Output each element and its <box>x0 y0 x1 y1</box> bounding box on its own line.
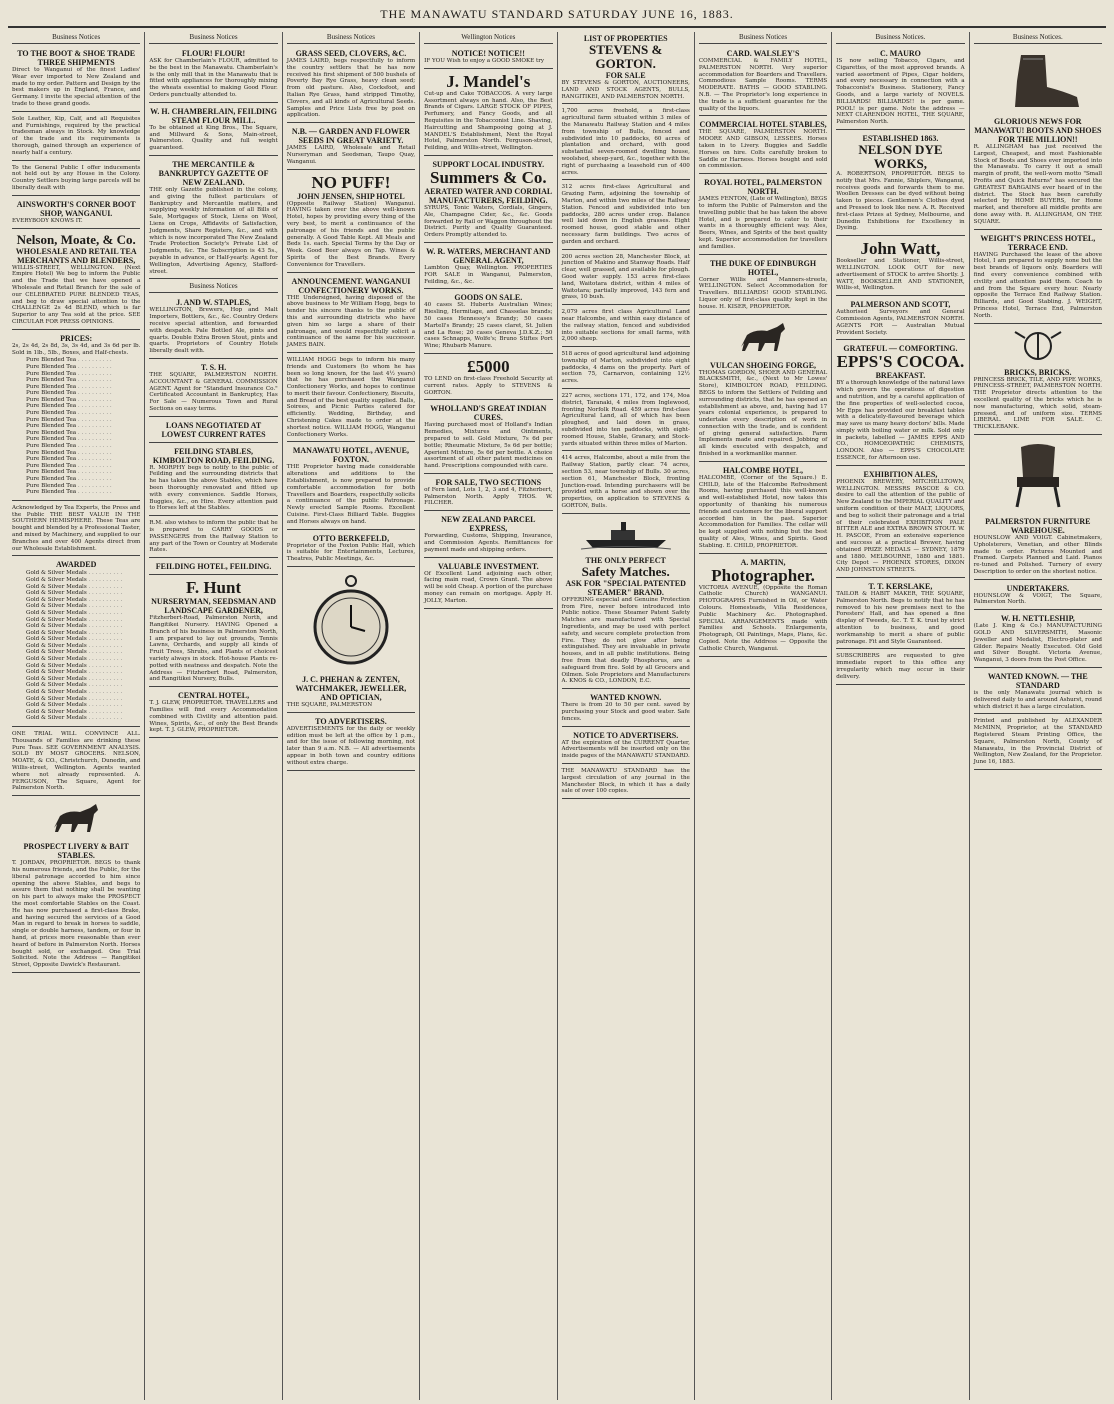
list-item: Pure Blended Tea . . . <box>26 417 140 424</box>
ad-body: 518 acres of good agricultural land adjoining township of Marton, subdivided into eight paddocks, 4 dams on the property. Part of section 75, Carnarvon, containing 12½ acres. <box>561 351 690 385</box>
list-item: Gold & Silver Medals . . . <box>26 663 140 670</box>
price-list <box>26 357 140 495</box>
column-2 <box>145 32 282 1400</box>
list-item: Gold & Silver Medals . . . <box>26 689 140 696</box>
advertisement <box>699 118 827 174</box>
advertisement <box>836 468 964 578</box>
ad-body: WILLIAM HOGG begs to inform his many friends and Customers (to whom he has been so long known, for the last 4½ years) that he has purchased the Wanganui Confectionery Works, and hopes to continue to merit their favour. Confectionery, Biscuits, and Bread of the best quality supplied. Balls, Soirees, and Picnic Parties catered for efficiently. Wedding, Birthday, and Christening Cakes made to order at the shortest notice. WILLIAM HOGG, Wanganui Confectionery Works. <box>286 356 416 438</box>
advertisement <box>424 513 552 557</box>
ad-title: FEILDING STABLES, KIMBOLTON ROAD, FEILDING. <box>152 446 275 465</box>
watch-illustration <box>287 573 415 673</box>
price-list <box>26 570 140 722</box>
advertisement <box>974 326 1102 435</box>
list-item: Gold & Silver Medals . . . <box>26 584 140 591</box>
ad-body: Forwarding, Customs, Shipping, Insurance, and Commission Agents. Remittances for payment made and shipping orders. <box>424 533 553 553</box>
list-item: Gold & Silver Medals . . . <box>26 603 140 610</box>
advertisement <box>12 198 140 229</box>
list-item: Pure Blended Tea . . . <box>26 463 140 470</box>
advertisement <box>562 182 690 249</box>
advertisement <box>287 569 415 713</box>
ad-body: There is from 20 to 50 per cent. saved by purchasing your Stock and good water. Safe fences. <box>561 702 690 722</box>
list-item: Pure Blended Tea . . . <box>26 469 140 476</box>
ad-body: of Fern land, Lots 1, 2, 3 and 4, Fitzherbert, Palmerston North. Apply THOS. W. FILCHER. <box>424 486 553 507</box>
ad-headline: STEVENS & GORTON. <box>589 42 663 71</box>
section-header: Business Notices <box>149 281 277 293</box>
column-1 <box>8 32 145 1400</box>
ad-body: ADVERTISEMENTS for the daily or weekly edition must be left at the office by 1 p.m., and for the issue of following morning, not later than 9 a.m. N.B. — All advertisements appear in both town and country editions without extra charge. <box>286 725 416 766</box>
column-7 <box>832 32 969 1400</box>
ad-headline: NO PUFF! <box>311 172 391 192</box>
horse-illustration <box>699 321 827 359</box>
ad-body: To be obtained at King Bros., The Square, and Millward & Sons, Main-street, Palmerston. Quality and full weight guaranteed. <box>149 124 278 152</box>
advertisement <box>562 349 690 389</box>
ad-title: C. MAURO <box>879 49 921 58</box>
advertisement <box>699 317 827 462</box>
advertisement <box>562 252 690 306</box>
boot-illustration <box>974 51 1102 115</box>
ad-body: THE SQUARE, PALMERSTON <box>286 702 373 709</box>
advertisement <box>12 114 140 161</box>
ad-subtitle: AERATED WATER AND CORDIAL MANUFACTURERS, FEILDING. <box>424 186 553 205</box>
advertisement <box>287 172 415 273</box>
ad-title: A. MARTIN, <box>740 557 786 567</box>
ad-headline: John Watt, <box>860 239 941 259</box>
column-header: Business Notices. <box>836 32 964 44</box>
horse-illustration <box>12 802 140 840</box>
ad-body: Printed and published by ALEXANDER McMINN, Proprietor, at the STANDARD Registered Steam Printing Office, the Square, Palmerston North, County of Manawatu, in the Provincial District of Wellington, New Zealand, for the Proprietor. June 16, 1883. <box>973 718 1102 766</box>
ad-title: COMMERCIAL HOTEL STABLES, <box>699 120 827 130</box>
ad-body: ASK for Chamberlain's FLOUR, admitted to be the best in the Manawatu. Chamberlain's is the only mill that in the Manawatu that is fitted with appliances for thoroughly mixing the wheats essential to making Good Flour. Orders punctually attended to. <box>149 58 278 98</box>
ad-body: THE MANAWATU STANDARD has the largest circulation of any journal in the Manchester Block, in which it has a daily sale of over 100 copies. <box>561 767 690 795</box>
advertisement <box>149 296 277 359</box>
advertisement <box>562 391 690 451</box>
ad-headline: Photographer. <box>711 565 815 585</box>
advertisement <box>974 232 1102 324</box>
advertisement <box>836 580 964 649</box>
list-item: Gold & Silver Medals . . . <box>26 702 140 709</box>
masthead: THE MANAWATU STANDARD SATURDAY JUNE 16, 1883. <box>8 4 1106 28</box>
list-item: Gold & Silver Medals . . . <box>26 630 140 637</box>
list-item: Gold & Silver Medals . . . <box>26 715 140 722</box>
list-item: Gold & Silver Medals . . . <box>26 656 140 663</box>
crest-illustration <box>974 330 1102 366</box>
ad-body: Fitzherbert-Road, Palmerston North, and Rangitikei Nursery. HAVING Opened a Branch of his business in Palmerston North, I am prepared to lay out grounds, Tennis Lawns, Orchards, and supply all kinds of Fruit Trees, Shrubs, and Plants of choicest variety always in stock. Hot-house Plants re-potted with neatness and despatch. Note the Address — Fitzherbert Road, Palmerston, and Rangitikei Nursery, Bulls. <box>149 615 278 683</box>
advertisement <box>836 342 964 466</box>
advertisement <box>149 419 277 443</box>
ad-body: R.M. also wishes to inform the public that he is prepared to CARRY GOODS or PASSENGERS from the Railway Station to any part of the Town or Country at Moderate Rates. <box>149 520 278 554</box>
ad-body: 2s, 2s 4d, 2s 8d, 3s, 3s 4d, and 3s 6d per lb. Sold in 1lb., 5lb., Boxes, and Half-chests. <box>12 342 141 356</box>
ad-title: PROSPECT LIVERY & BAIT STABLES. <box>23 842 129 861</box>
advertisement <box>149 158 277 279</box>
ad-headline: EPPS'S COCOA. <box>836 352 965 372</box>
advertisement <box>836 238 964 296</box>
advertisement <box>12 503 140 557</box>
column-3 <box>283 32 420 1400</box>
ad-body: JAMES LAIRD, begs respectfully to inform the country settlers that he has now received his first shipment of 500 bushels of Poverty Bay Rye Grass, heavy clean seed; from old pasture. Also, Cocksfoot, and Italian Rye Grass, hand stripped Timothy, Clovers, and all kinds of Agricultural Seeds. Samples and Price Lists free by post on application. <box>286 58 416 119</box>
ship-illustration <box>562 520 690 554</box>
ad-title: VULCAN SHOEING FORGE, <box>710 360 817 370</box>
list-item: Gold & Silver Medals . . . <box>26 590 140 597</box>
ad-title: T. S. H. <box>200 362 227 372</box>
ad-title: WHOLLAND'S GREAT INDIAN CURES. <box>430 404 547 423</box>
list-item: Pure Blended Tea . . . <box>26 489 140 496</box>
advertisement <box>424 560 552 609</box>
ad-title: NOTICE! NOTICE!! <box>451 49 525 58</box>
advertisement <box>12 332 140 501</box>
ad-subtitle: FOR SALE <box>605 71 646 80</box>
ad-title: LIST OF PROPERTIES <box>583 34 668 43</box>
ad-body: JAMES FENTON, (Late of Wellington), BEGS to inform the Public of Palmerston and the travelling public that he has taken the above Hotel, and is prepared to cater to their wants in a thoroughly efficient way. Ales, Beers, Wines, and Spirits of the best quality kept. Superior accommodation for travellers and families. <box>698 196 828 250</box>
advertisement <box>287 275 415 353</box>
ad-title: THE DUKE OF EDINBURGH HOTEL, <box>709 258 817 277</box>
column-8 <box>970 32 1106 1400</box>
advertisement <box>424 291 552 354</box>
ad-title: THE ONLY PERFECT <box>585 555 666 565</box>
advertisement <box>149 689 277 738</box>
ad-body: Authorised Surveyors and General Commission Agents, PALMERSTON NORTH. AGENTS FOR — Australian Mutual Provident Society. <box>836 309 965 336</box>
ad-body: PHOENIX BREWERY, MITCHELLTOWN, WELLINGTON. MESSRS PASCOE & CO. desire to call the attention of the public of New Zealand to the IMPERIAL QUALITY and uniform condition of their MALT, LIQUORS, and beg to solicit their patronage and a trial of their celebrated EXHIBITION PALE BITTER ALE and EXTRA BROWN STOUT. W. H. PASCOE, From an extensive experience and success at a practical Brewer, having obtained PRIZE MEDALS — SYDNEY, 1879 and 1880. MELBOURNE, 1880 and 1881. City Depot — PHOENIX STORES, DIXON AND JOHNSTON STREETS. <box>836 478 965 574</box>
ad-body: IF YOU Wish to enjoy a GOOD SMOKE try <box>424 58 545 64</box>
ad-body: HALCOMBE, (Corner of the Square.) E. CHILD, late of the Halcombe Refreshment Rooms, having purchased this well-known and well-established Hotel, now takes this opportunity of thanking his numerous friends and customers for the liberal support accorded him in the past. Superior Accommodation for Families. The cellar will be kept supplied with nothing but the best quality of Ales, Wines, and Spirits. Good Stabling. E. CHILD, PROPRIETOR. <box>698 474 828 549</box>
ad-body: AT the expiration of the CURRENT Quarter, Advertisements will be inserted only on the inside pages of the MANAWATU STANDARD. <box>561 739 690 760</box>
list-item: Gold & Silver Medals . . . <box>26 709 140 716</box>
advertisement <box>287 47 415 123</box>
ad-title: NOTICE TO ADVERTISERS. <box>573 730 679 740</box>
list-item: Gold & Silver Medals . . . <box>26 570 140 577</box>
ad-headline: Nelson, Moate, & Co. <box>16 231 136 247</box>
ad-title: GRATEFUL — COMFORTING. <box>843 344 958 354</box>
advertisement <box>836 298 964 340</box>
columns <box>8 32 1106 1400</box>
list-item: Pure Blended Tea . . . <box>26 450 140 457</box>
ad-title: SUPPORT LOCAL INDUSTRY. <box>432 159 545 169</box>
ad-body: PRINCESS BRICK, TILE, AND PIPE WORKS, PRINCESS-STREET, PALMERSTON NORTH. THE Proprietor directs attention to the excellent quality of the bricks which he is now manufacturing, which solid, steam-pressed, and of uniform size. TERMS LIBERAL. LIME FOR SALE. C. TRICKLEBANK. <box>973 376 1102 431</box>
ad-body: Of Excellent Land adjoining each other, facing main road, Crown Grant. The above will be sold Cheap. A portion of the purchase money can remain on mortgage. Apply H. JOLLY, Marton. <box>424 570 553 604</box>
column-6 <box>695 32 832 1400</box>
ad-body: HAVING Purchased the lease of the above Hotel, I am prepared to supply none but the best brands of liquors only. Boarders will find every convenience combined with civility and attention paid them. Coach to and from the Square every hour. Nearly opposite the Terrace End Railway Station. Billiards, and Good Stabling. J. WEIGHT, Princess Hotel, Terrace End, Palmerston North. <box>973 251 1102 319</box>
advertisement <box>836 47 964 130</box>
ad-body: JAMES LAIRD, Wholesale and Retail Nurseryman and Seedsman, Taupo Quay, Wanganui. <box>286 145 416 165</box>
advertisement <box>287 125 415 169</box>
list-item: Pure Blended Tea . . . <box>26 456 140 463</box>
advertisement <box>424 476 552 511</box>
ad-title: GLORIOUS NEWS FOR MANAWATU! BOOTS AND SHOES FOR THE MILLION!! <box>974 117 1102 144</box>
ad-body: HOUNSLOW & VOIGT, The Square, Palmerston North. <box>973 592 1102 606</box>
column-header: Business Notices <box>699 32 827 44</box>
list-item: Gold & Silver Medals . . . <box>26 649 140 656</box>
ad-title: T. T. KERSLAKE, <box>868 582 933 592</box>
ad-body: 2,079 acres first class Agricultural Land near Halcombe, and within easy distance of the railway station, fenced and subdivided into suitable sections for small farms, with 2,000 sheep. <box>561 309 690 343</box>
ad-title: ANNOUNCEMENT. WANGANUI CONFECTIONERY WORKS. <box>291 276 411 295</box>
ad-body: IS now selling Tobacco, Cigars, and Cigarettes, of the most approved brands. A varied assortment of Pipes, Cigar holders, and every necessary in connection with a Tobacconist's Business. Stationery, Fancy Goods, and a large variety of NOVELS. BILLIARDS! BILLIARDS!! is per game. POOL! is per game. Note the address — NEXT CLARENDON HOTEL, THE SQUARE, Palmerston North. <box>836 58 965 126</box>
advertisement <box>699 47 827 116</box>
ad-title: FOR SALE, TWO SECTIONS <box>435 477 542 487</box>
ad-title: J. AND W. STAPLES, <box>176 298 252 308</box>
list-item: Pure Blended Tea . . . <box>26 410 140 417</box>
ad-body: Bookseller and Stationer, Willis-street, WELLINGTON. LOOK OUT for new advertisement of STOCK to arrive Shortly. J. WATT, BOOKSELLER AND STATIONER, Willis-st, Wellington. <box>836 258 965 292</box>
advertisement <box>974 612 1102 668</box>
column-header: Business Notices <box>12 32 140 44</box>
advertisement <box>424 71 552 156</box>
ad-body: 1,700 acres freehold, a first-class agricultural farm situated within 3 miles of the Manawatu Railway Station and 4 miles from township of Bulls, fenced and subdivided into 10 paddocks, 60 acres of plantation and orchard, with good substantial seven-roomed dwelling house, woolshed, sheep-yard, &c., together with the right of purchasing a leasehold run of 400 acres. <box>561 108 690 176</box>
ad-title: CARD. WALSLEY'S <box>726 49 800 58</box>
advertisement <box>424 356 552 400</box>
advertisement <box>562 516 690 689</box>
ad-headline: Safety Matches. <box>581 563 670 579</box>
list-item: Pure Blended Tea . . . <box>26 436 140 443</box>
ad-body: TAILOR & HABIT MAKER, THE SQUARE, Palmerston North. Begs to notify that he has removed to his new premises next to the Foresters' Hall, and has opened a fine display of Tweeds, &c. T. T. K. trust by strict attention to business, and good workmanship to merit a share of public patronage. Fit and Style Guaranteed. <box>836 591 965 645</box>
ad-body: BY STEVENS & GORTON, AUCTIONEERS, LAND AND STOCK AGENTS, BULLS, RANGITIKEI, AND PALMERSTON NORTH. <box>561 80 690 100</box>
advertisement <box>836 132 964 236</box>
ad-subtitle: WHOLESALE AND RETAIL TEA MERCHANTS AND BLENDERS, <box>15 246 137 265</box>
ad-title: GRASS SEED, CLOVERS, &C. <box>295 49 407 58</box>
ad-body: BY a thorough knowledge of the natural laws which govern the operations of digestion and nutrition, and by a careful application of the fine properties of well-selected cocoa, Mr Epps has provided our breakfast tables with a delicately-flavoured beverage which may save us many heavy doctors' bills. Made simply with boiling water or milk. Sold only in packets, labelled — JAMES EPPS AND CO., HOMOEOPATHIC CHEMISTS, LONDON. Also — EPPS'S CHOCOLATE ESSENCE, for Afternoon use. <box>836 380 965 462</box>
advertisement <box>974 582 1102 611</box>
ad-body: THE Undersigned, having disposed of the above business to Mr William Hogg, begs to tender his sincere thanks to the public of this and surrounding districts who have given him so large a share of their patronage, and would respectfully solicit a continuance of the same for his successor. JAMES BAIN. <box>286 294 416 349</box>
ad-title: VALUABLE INVESTMENT. <box>438 561 539 571</box>
advertisement <box>287 715 415 771</box>
ad-body: Acknowledged by Tea Experts, the Press and the Public THE BEST VALUE IN THE SOUTHERN HEMISPHERE. These Teas are bought and blended by a Professional Taster, and mixed by Machinery, and supplied to our Branches and over 400 Agents direct from our Wholesale Establishment. <box>12 504 141 552</box>
ad-title: NEW ZEALAND PARCEL EXPRESS, <box>441 515 536 534</box>
ad-title: W. H. NETTLESHIP, <box>1000 614 1075 624</box>
advertisement <box>149 105 277 156</box>
advertisement <box>12 47 140 112</box>
ad-body: THE SQUARE, PALMERSTON NORTH. ACCOUNTANT & GENERAL COMMISSION AGENT. Agent for "Standard Insurance Co." Certificated Accountant in Bankruptcy, Has For Sale — Numerous Town and Rural Sections on easy terms. <box>149 371 278 412</box>
list-item: Gold & Silver Medals . . . <box>26 617 140 624</box>
ad-title: J. C. PHEHAN & ZENTEN, WATCHMAKER, JEWELLER, AND OPTICIAN, <box>295 675 407 703</box>
list-item: Gold & Silver Medals . . . <box>26 577 140 584</box>
list-item: Gold & Silver Medals . . . <box>26 643 140 650</box>
ad-subtitle: THREE SHIPMENTS <box>37 58 115 67</box>
list-item: Pure Blended Tea . . . <box>26 430 140 437</box>
column-header: Business Notices. <box>974 32 1102 44</box>
ad-body: 414 acres, Halcombe, about a mile from the Railway Station, partly clear. 74 acres, section 53, near township of Bulls. 30 acres, section 61, Manchester Block, fronting Junction-road. Intending purchasers will be provided with a horse and shown over the properties, on application to STEVENS & GORTON, Bulls. <box>561 455 690 510</box>
advertisement <box>974 437 1102 580</box>
ad-body: 227 acres, sections 171, 172, and 174, Moa district, Taranaki, 4 miles from Inglewood, fronting Norfolk Road. 459 acres first-class Agricultural Land, all of which has been ploughed, and laid down in grass, subdivided into ten paddocks, with eight-roomed House, Stable, Granary, and Stock-yards situated within three miles of Marton. <box>561 393 690 447</box>
advertisement <box>699 556 827 657</box>
ad-body: WELLINGTON, Brewers, Hop and Malt Importers, Bottlers, &c., &c. Country Orders receive special attention, and forwarded with despatch. Pale Bottled Ale, pints and quarts. Double Extra Brown Stout, pints and quarts. Proprietors of Country Hotels liberally dealt with. <box>149 307 278 355</box>
ad-body: Sole Leather, Kip, Calf, and all Requisites and Furnishings, required by the practical tradesman always in Stock. My knowledge of the trade and its requirements is thorough, gained through an experience of nearly half a century. <box>12 115 141 156</box>
ad-title: FEILDING HOTEL, FEILDING. <box>155 562 272 572</box>
ad-body: Proprietor of the Foxton Public Hall, which is suitable for Entertainments, Lectures, Theatres, Public Meetings, &c. <box>286 542 416 563</box>
ad-title: EXHIBITION ALES, <box>863 469 938 479</box>
advertisement <box>149 560 277 575</box>
ad-body: EVERYBODY KNOWS IT. <box>12 217 83 224</box>
ad-title: FLOUR! FLOUR! <box>181 49 246 58</box>
ad-title: TO ADVERTISERS. <box>315 716 387 726</box>
ad-body: (Opposite Railway Station) Wanganui. HAVING taken over the above well-known Hotel, hopes by providing every thing of the very best, to merit a continuance of the patronage of his friends and the public generally. A Good Table Kept. All Meals and Beds 1s. each. Special Terms by the Day or Week. Good Beer always on Tap. Wines & Spirits of the Best Brands. Every Convenience for Travellers. <box>286 200 416 268</box>
ad-title: UNDERTAKERS. <box>1006 583 1070 593</box>
list-item: Pure Blended Tea . . . <box>26 384 140 391</box>
ad-body: WILLIS-STREET, WELLINGTON. (Next Empire Hotel) We beg to inform the Public and the Trade that we have opened a Wholesale and Retail Branch for the sale of our CELEBRATED PURE BLENDED TEAS, and beg to draw special attention to the CHALLENGE 2s 4d BLEND, which is far Superior to any Tea sold at the price. SEE CIRCULAR FOR PRESS OPINIONS. <box>12 264 141 325</box>
list-item: Pure Blended Tea . . . <box>26 423 140 430</box>
ad-body: HOUNSLOW AND VOIGT. Cabinetmakers, Upholsterers, Venetian, and other Blinds made to order. Pictures Mounted and Framed. Carpets Planned and Laid. Pianos re-tuned and Polished. Turnery of every Description to order on the shortest notice. <box>973 534 1102 575</box>
advertisement <box>424 402 552 474</box>
ad-body: R. MORPHY begs to notify to the public of Feilding and the surrounding districts that he has taken the above Stables, which have been thoroughly renovated and fitted up with every convenience. Saddle Horses, Buggies, &c., on Hire. Every attention paid to Horses left at the Stables. <box>149 464 278 512</box>
ad-title: W. R. WATERS, MERCHANT AND GENERAL AGENT, <box>426 246 551 265</box>
ad-body: Cut-up and Cake TOBACCOS. A very large Assortment always on hand. Also, the Best Brands of Cigars. LARGE STOCK OF PIPES, Perfumery, and Fancy Goods, and all Requisites in the Tobacconist Line. Shaving, Haircutting and Shampooing going at J. MANDEL'S Establishment, Next the Royal Hotel, Palmerston North. Ferguson-street, Feilding, and Willis-street, Wellington. <box>424 90 553 152</box>
advertisement <box>974 716 1102 770</box>
ad-headline: J. Mandel's <box>446 71 531 91</box>
advertisement <box>974 670 1102 714</box>
ad-body: Direct to Wanganui of the finest Ladies' Wear ever imported to New Zealand and made to my order. Pattern and Design by the best makers up in England, France, and Germany. I invite the special attention of the trade to these grand goods. <box>12 67 141 107</box>
ad-body: TO LEND on first-class Freehold Security at current rates. Apply to STEVENS & GORTON. <box>424 375 553 396</box>
advertisement <box>562 691 690 726</box>
ad-headline: Summers & Co. <box>429 167 547 187</box>
ad-headline: NELSON DYE WORKS, <box>858 141 943 171</box>
list-item: Pure Blended Tea . . . <box>26 483 140 490</box>
ad-headline: F. Hunt <box>186 578 242 598</box>
list-item: Pure Blended Tea . . . <box>26 443 140 450</box>
ad-title: W. H. CHAMBERLAIN, FEILDING STEAM FLOUR MILL. <box>150 106 277 125</box>
ad-title: PALMERSTON FURNITURE WAREHOUSE. <box>985 516 1091 535</box>
ad-body: SUBSCRIBERS are requested to give immediate report to this office any irregularity which may occur in their delivery. <box>836 653 965 680</box>
column-4 <box>420 32 557 1400</box>
advertisement <box>974 47 1102 230</box>
ad-title: BRICKS, BRICKS. <box>1004 367 1072 377</box>
list-item: Pure Blended Tea . . . <box>26 357 140 364</box>
ad-body: R. ALLINGHAM has just received the Largest, Cheapest, and most Fashionable Stock of Boots and Shoes ever imported into the Manawatu. To carry it out a small margin of profit, the well-worn motto "Small Profits and Quick Returns" has secured the GREATEST BARGAINS ever heard of in the district. The Stock has been carefully selected by HOME BUYERS, for Home market, and therefore all middle profits are done away with. R. ALLINGHAM, ON THE SQUARE. <box>973 144 1102 225</box>
ad-headline: £5000 <box>467 356 510 376</box>
ad-title: PRICES: <box>60 333 93 343</box>
ad-body: Corner Willis and Manners-streets, WELLINGTON. Select Accommodation for Travellers. BILLIARDS! GOOD STABLING. Liquor only of first-class quality kept in the house. H. KISER, PROPRIETOR. <box>698 276 828 310</box>
list-item: Pure Blended Tea . . . <box>26 377 140 384</box>
advertisement <box>12 729 140 796</box>
ad-subtitle: BREAKFAST. <box>875 371 926 381</box>
advertisement <box>12 558 140 727</box>
column-header: Business Notices <box>287 32 415 44</box>
ad-body: THOMAS GORDON, SHOER AND GENERAL BLACKSMITH, &c., (Next to Mr Lowes' Store), KIMBOLTON ROAD, FEILDING. BEGS to inform the Settlers of Feilding and surrounding districts, that he has opened an establishment as above, and, having had 17 years colonial experience, is prepared to undertake every description of work in connection with the trade, and is confident of giving general satisfaction. Farm Implements made and repaired. Jobbing of all kinds executed with despatch, and finished in a workmanlike manner. <box>698 369 828 458</box>
ad-body: Having purchased most of Holland's Indian Remedies, Mixtures and Ointments, prepared to sell. Gold Mixture, 7s 6d per bottle; Rheumatic Mixture, 5s 6d per bottle; Aperient Mixture, 5s 6d per bottle. A choice assortment of all other patent medicines on hand. Prescriptions compounded with care. <box>424 422 553 470</box>
ad-title: TO THE BOOT & SHOE TRADE <box>17 49 136 58</box>
ad-body: (Late J. King & Co.) MANUFACTURING GOLD AND SILVERSMITH, Masonic Jeweller and Medalist, Electro-plater and Gilder. Repairs Neatly Executed. Old Gold and Silver Bought. Victoria Avenue, Wanganui, 3 doors from the Post Office. <box>973 623 1102 664</box>
advertisement <box>424 47 552 69</box>
ad-body: VICTORIA AVENUE, (Opposite the Roman Catholic Church) WANGANUI. PHOTOGRAPHS Furnished in Oil, or Water Colours. Homesteads, Villa Residences, Public Machinery &c. Photographed. SPECIAL ARRANGEMENTS made with Families and Schools. Enlargements, Photograph, Oil Paintings, Maps, Plans, &c. Copied. Note the Address — Opposite the Catholic Church, Wanganui. <box>698 584 828 652</box>
ad-title: GOODS ON SALE. <box>454 293 523 303</box>
list-item: Gold & Silver Medals . . . <box>26 597 140 604</box>
ad-title: AWARDED <box>55 560 97 570</box>
chair-illustration <box>974 441 1102 515</box>
ad-title: AINSWORTH'S CORNER BOOT SHOP, WANGANUI. <box>16 199 136 218</box>
advertisement <box>562 453 690 513</box>
ad-title: ESTABLISHED 1863. <box>862 133 939 143</box>
ad-title: OTTO BERKEFELD, <box>312 533 390 543</box>
advertisement <box>12 231 140 330</box>
ad-title: MANAWATU HOTEL, AVENUE, FOXTON. <box>292 446 410 465</box>
ad-body: OFFERING especial and Genuine Protection from Fire, never before introduced into Public notice. These Steamer Patent Safety Matches are manufactured with Special Ingredients, and may be used with perfect safety, and secure complete protection from Fire. They do not glow after being extinguished. They are invaluable in private houses, and in all public institutions. Being free from that deadly Phosphorus, are a safeguard from fire. Sold by all Grocers and Oilmen. Sole Proprietors and Manufacturers A. KNOS & CO., LONDON, E.C. <box>561 596 690 685</box>
ad-body: T. JORDAN, PROPRIETOR. BEGS to thank his numerous friends, and the Public, for the liberal patronage accorded to him since opening the above Stables, and begs to assure them that nothing shall be wanting on his part to always make the PROSPECT the most comfortable Stables on the Coast. He has now purchased a first-class Brake, and having secured the services of a Good Man in regard to break in horses to saddle, single or double harness, tandem, or four in hand, at prices more reasonable than ever heard of before in Palmerston North. Horses bought sold, or exchanged. One Trial Solicited. Note the Address — Rangitikei Street, Opposite Dawick's Restaurant. <box>12 860 141 969</box>
advertisement <box>562 729 690 764</box>
ad-body: SYRUPS, Tonic Waters, Cordials, Gingers, Ale, Champagne Cider, &c., &c. Goods forwarded by Rail or Waggon throughout the District. Purity and Quality Guaranteed. Orders Promptly attended to. <box>424 204 553 239</box>
column-header: Wellington Notices <box>424 32 552 44</box>
ad-title: WANTED KNOWN. — THE STANDARD <box>987 672 1088 691</box>
ad-title: N.B. — GARDEN AND FLOWER SEEDS IN GREAT VARIETY. <box>291 127 411 146</box>
column-header: Business Notices <box>149 32 277 44</box>
column-5 <box>558 32 695 1400</box>
advertisement <box>424 245 552 289</box>
advertisement <box>562 32 690 104</box>
list-item: Pure Blended Tea . . . <box>26 476 140 483</box>
ad-body: To the General Public I offer inducements not held out by any House in the Colony. Country Settlers buying large parcels will be liberally dealt with <box>12 164 141 191</box>
list-item: Pure Blended Tea . . . <box>26 371 140 378</box>
ad-subtitle: JOHN JENSEN, SHIP HOTEL <box>297 191 405 201</box>
ad-title: WANTED KNOWN. <box>590 693 662 703</box>
list-item: Gold & Silver Medals . . . <box>26 669 140 676</box>
advertisement <box>12 798 140 973</box>
ad-title: LOANS NEGOTIATED AT LOWEST CURRENT RATES <box>161 420 266 439</box>
ad-body: THE only Gazette published in the colony, and giving the fullest particulars of Bankruptcy and Mercantile matters, and supplying weekly information of all Bills of Sale, Mortgages of Stock, Liens on Wool, Liens on Crops, Affidavits of Satisfaction, Judgments, Share Registers, &c., and with which is now incorporated The New Zealand Trade Protection Society's Private List of Judgments, &c. The Subscription is 43 5s., payable in advance, or Half-yearly. Agent for Wellington, Advertising Agency, Stafford-street. <box>149 186 278 275</box>
ad-title: PALMERSON AND SCOTT, <box>850 300 951 310</box>
ad-title: CENTRAL HOTEL, <box>177 691 250 701</box>
advertisement <box>699 176 827 254</box>
ad-body: Lambton Quay, Wellington. PROPERTIES FOR SALE in Wanganui, Palmerston, Feilding, &c., &c. <box>424 264 553 285</box>
list-item: Gold & Silver Medals . . . <box>26 696 140 703</box>
ad-body: COMMERCIAL & FAMILY HOTEL, PALMERSTON NORTH. Very superior accommodation for Boarders and Travellers. Commodious Sample Rooms. TERMS MODERATE. BATHS — GOOD STABLING. N.B. — The Proprietor's long experience in the trade is a sufficient guarantee for the quality of the liquors. <box>698 58 828 112</box>
advertisement <box>149 518 277 558</box>
advertisement <box>562 106 690 180</box>
advertisement <box>149 577 277 687</box>
ad-subtitle: NURSERYMAN, SEEDSMAN AND LANDSCAPE GARDENER, <box>151 597 276 616</box>
advertisement <box>424 158 552 243</box>
ad-body: 200 acres section 28, Manchester Block, at junction of Makino and Stanway Roads. Half clear, well grassed, and available for plough. Good water supply. 153 acres first-class land, Waitotara district, within 4 miles of Waitotara; partially improved, 143 fern and grass, 10 bush. <box>561 253 690 301</box>
ad-body: A. ROBERTSON, PROPRIETOR. BEGS to notify that Mrs. Fannie, Shiplers, Wanganui, receives goods and forwards them to me. Woollen Dresses can be dyed without being taken to pieces. Gentlemen's Clothes dyed and Pressed to look like new. A. R. Received first-class Prizes at Sydney, Melbourne, and Dunedin Exhibitions for Excellency in Dyeing. <box>836 170 965 232</box>
advertisement <box>287 532 415 567</box>
advertisement <box>149 361 277 417</box>
ad-subtitle: ASK FOR "SPECIAL PATENTED STEAMER" BRAND. <box>565 578 686 597</box>
advertisement <box>836 651 964 684</box>
ad-body: T. J. GLEW, PROPRIETOR. TRAVELLERS and Families will find every Accommodation combined with Civility and attention paid. Wines, Spirits, &c., of only the Best Brands kept. T. J. GLEW, PROPRIETOR. <box>149 700 278 734</box>
ad-body: ONE TRIAL WILL CONVINCE ALL. Thousands of Families are drinking these Pure Teas. SEE GOVERNMENT ANALYSIS. SOLD BY MOST GROCERS. NELSON, MOATE, & CO., Christchurch, Dunedin, and Willis-street, Wellington. Agents wanted where not already represented. A. FERGUSON, The Square, Agent for Palmerston North. <box>12 731 141 792</box>
advertisement <box>562 766 690 799</box>
advertisement <box>149 445 277 517</box>
advertisement <box>699 257 827 315</box>
list-item: Gold & Silver Medals . . . <box>26 636 140 643</box>
ad-title: WEIGHT'S PRINCESS HOTEL, TERRACE END. <box>980 233 1096 252</box>
list-item: Pure Blended Tea . . . <box>26 397 140 404</box>
list-item: Gold & Silver Medals . . . <box>26 623 140 630</box>
advertisement <box>149 47 277 103</box>
list-item: Pure Blended Tea . . . <box>26 390 140 397</box>
list-item: Gold & Silver Medals . . . <box>26 676 140 683</box>
advertisement <box>287 355 415 443</box>
ad-body: THE Proprietor having made considerable alterations and additions to the Establishment, is now prepared to provide comfortable accommodation for both Travellers and Boarders, respectfully solicits a continuance of the public Patronage. Newly erected Sample Rooms. Excellent Cuisine. First-Class Billiard Table. Buggies and Horses always on hand. <box>286 464 416 525</box>
list-item: Gold & Silver Medals . . . <box>26 610 140 617</box>
ad-body: THE SQUARE, PALMERSTON NORTH. MOORE AND GIBSON, LESSEES. Horses taken in to Livery. Buggies and Saddle Horses on hire. Colts carefully broken to Saddle or Harness. Horses bought and sold on commission. <box>698 129 828 170</box>
list-item: Gold & Silver Medals . . . <box>26 682 140 689</box>
advertisement <box>287 444 415 529</box>
list-item: Pure Blended Tea . . . <box>26 403 140 410</box>
advertisement <box>562 307 690 347</box>
ad-body: is the only Manawatu journal which is delivered daily to and around Ashurst, round which district it has a large circulation. <box>973 690 1102 710</box>
ad-title: ROYAL HOTEL, PALMERSTON NORTH. <box>704 178 822 197</box>
ad-body: 40 cases St. Huberts Australian Wines; Riesling, Hermitage, and Chasselas brands; 50 cases Hennessy's Brandy; 50 cases Martell's Brandy; 25 cases claret, St. Julien and La Rose; 20 cases Geneva J.D.K.Z.; 50 cases Schnapps, Wolfe's; Bruno Stiftes Port Wine; Rhubarb Manure. <box>424 302 553 350</box>
advertisement <box>699 464 827 554</box>
ad-title: THE MERCANTILE & BANKRUPTCY GAZETTE OF NEW ZEALAND. <box>158 159 269 187</box>
advertisement <box>12 163 140 196</box>
ad-body: 312 acres first-class Agricultural and Grazing Farm, adjoining the township of Marton, and within two miles of the Railway Station. Fenced and subdivided into ten paddocks, 280 acres under crop. Balance well laid down in English grasses. Eight roomed house, good stable and other necessary farm buildings. Two acres of garden and orchard. <box>561 184 690 245</box>
list-item: Pure Blended Tea . . . <box>26 364 140 371</box>
ad-title: HALCOMBE HOTEL, <box>723 465 804 475</box>
